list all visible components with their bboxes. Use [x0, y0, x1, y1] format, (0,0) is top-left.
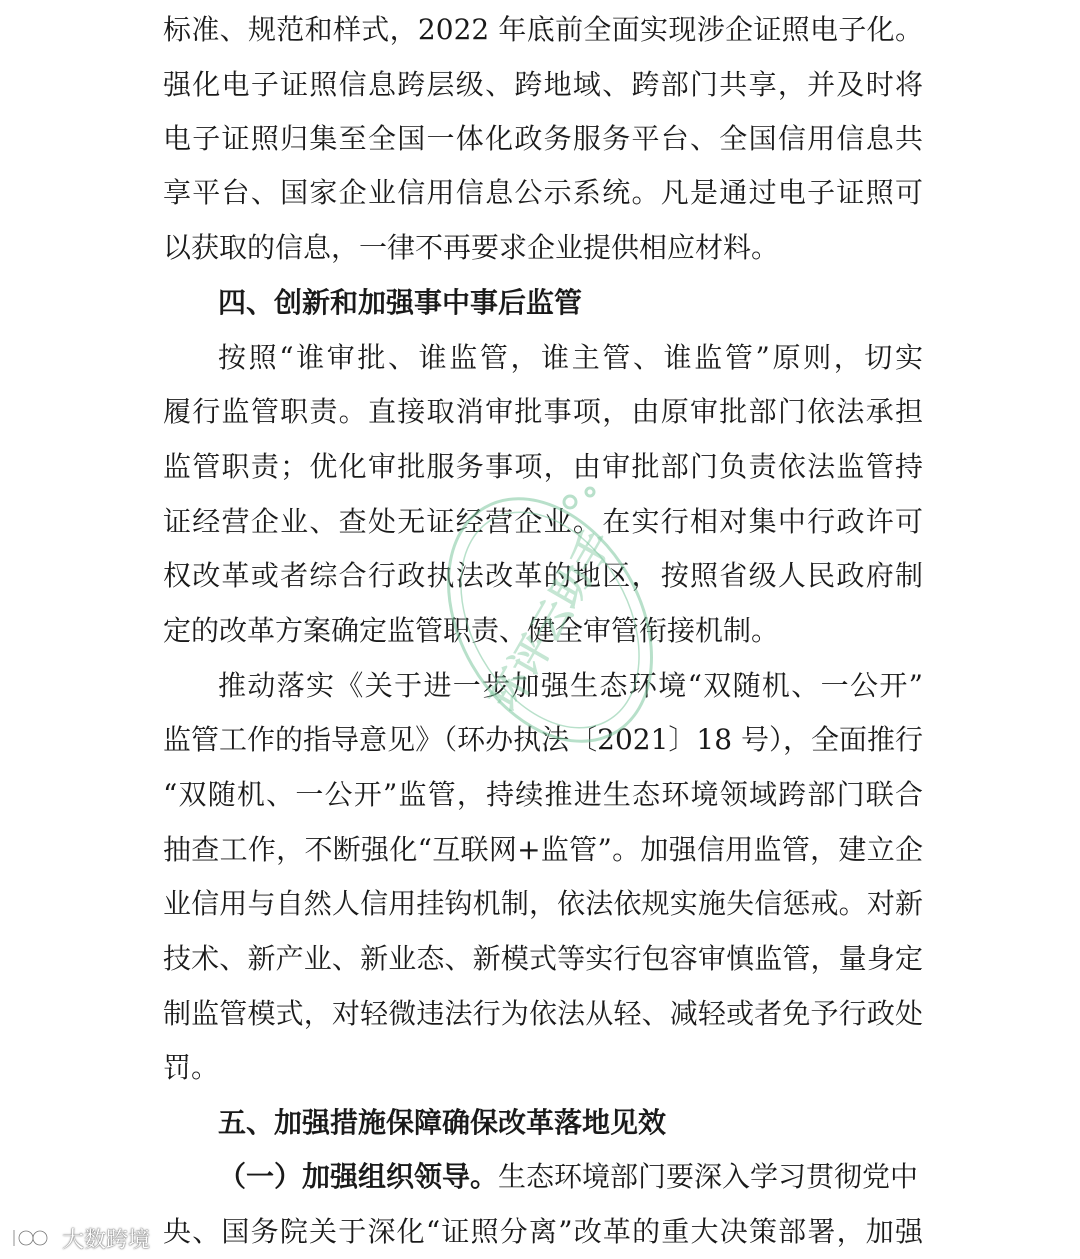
- text-line: 央、国务院关于深化“证照分离”改革的重大决策部署，加强: [163, 1215, 923, 1248]
- text-line: 监管职责；优化审批服务事项，由审批部门负责依法监管持: [163, 450, 923, 483]
- text-line: 证经营企业、查处无证经营企业。在实行相对集中行政许可: [163, 505, 923, 538]
- text-line: 标准、规范和样式，2022 年底前全面实现涉企证照电子化。: [163, 13, 923, 46]
- watermark-text: 环评云助手: [481, 522, 622, 720]
- section-heading-5: 五、加强措施保障确保改革落地见效: [218, 1106, 667, 1139]
- section-heading-4: 四、创新和加强事中事后监管: [218, 286, 583, 319]
- text-line: 权改革或者综合行政执法改革的地区，按照省级人民政府制: [163, 559, 923, 592]
- text-line: 抽查工作，不断强化“互联网+监管”。加强信用监管，建立企: [163, 833, 923, 866]
- text-span: 生态环境部门要深入学习贯彻党中: [498, 1160, 919, 1193]
- text-line: 技术、新产业、新业态、新模式等实行包容审慎监管，量身定: [163, 942, 923, 975]
- text-line: 定的改革方案确定监管职责、健全审管衔接机制。: [163, 614, 780, 647]
- text-line: 监管工作的指导意见》（环办执法〔2021〕18 号），全面推行: [163, 723, 923, 756]
- text-line: 罚。: [163, 1051, 220, 1084]
- text-line: 享平台、国家企业信用信息公示系统。凡是通过电子证照可: [163, 176, 923, 209]
- subsection-heading: （一）加强组织领导。: [218, 1160, 499, 1193]
- brand-logo-icon: [8, 1224, 56, 1252]
- text-line: 强化电子证照信息跨层级、跨地域、跨部门共享，并及时将: [163, 68, 923, 101]
- footer-logo: [8, 1222, 150, 1254]
- text-line: 按照“谁审批、谁监管，谁主管、谁监管”原则，切实: [218, 341, 923, 374]
- text-line: “双随机、一公开”监管，持续推进生态环境领域跨部门联合: [163, 778, 923, 811]
- text-line: 以获取的信息，一律不再要求企业提供相应材料。: [163, 231, 780, 264]
- text-line: 制监管模式，对轻微违法行为依法从轻、减轻或者免予行政处: [163, 997, 923, 1030]
- text-line: 履行监管职责。直接取消审批事项，由原审批部门依法承担: [163, 395, 923, 428]
- text-line: 推动落实《关于进一步加强生态环境“双随机、一公开”: [218, 669, 923, 702]
- footer-logo-text: 大数跨境: [62, 1227, 151, 1253]
- text-line: 业信用与自然人信用挂钩机制，依法依规实施失信惩戒。对新: [163, 887, 923, 920]
- text-line: 电子证照归集至全国一体化政务服务平台、全国信用信息共: [163, 122, 923, 155]
- text-line: [218, 1157, 923, 1197]
